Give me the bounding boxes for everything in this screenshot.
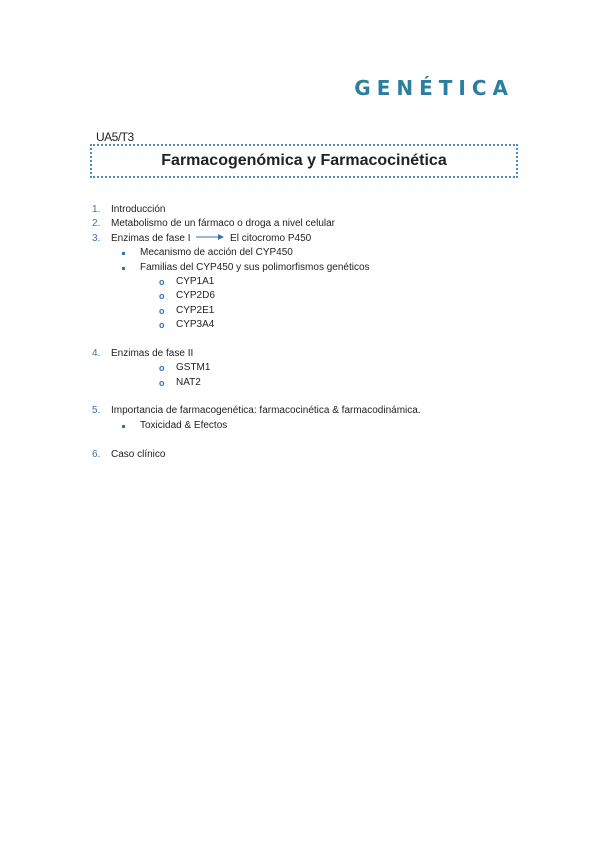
document-title-box [90, 144, 518, 178]
circle-bullet-icon: o [159, 291, 165, 302]
toc-subitem-text: Familias del CYP450 y sus polimorfismos genéticos [140, 261, 370, 273]
toc-subsubitem [92, 275, 532, 289]
toc-text: Enzimas de fase II [111, 347, 194, 359]
toc-text: Importancia de farmacogenética: farmacocinética & farmacodinámica. [111, 405, 421, 417]
toc-subsubitem [92, 289, 532, 303]
toc-arrow-target: El citocromo P450 [230, 232, 312, 244]
toc-subsubitem [92, 304, 532, 318]
unit-code: UA5/T3 [96, 130, 134, 144]
toc-number: 4. [92, 347, 101, 359]
toc-number: 6. [92, 448, 101, 460]
toc-text: Caso clínico [111, 448, 166, 460]
toc-text: Introducción [111, 204, 166, 215]
toc-item [92, 448, 532, 462]
toc-item [92, 203, 532, 217]
header-title: GENÉTICA [354, 76, 514, 100]
toc-subsubitem-text: CYP2E1 [176, 304, 215, 316]
toc-number: 5. [92, 405, 101, 417]
toc-subitem [92, 261, 532, 275]
toc-item [92, 232, 532, 246]
toc-number: 2. [92, 218, 101, 230]
toc-subsubitem-text: CYP2D6 [176, 290, 215, 302]
circle-bullet-icon: o [159, 363, 165, 374]
toc-subsubitem-text: CYP3A4 [176, 319, 215, 331]
square-bullet-icon [122, 425, 125, 428]
toc-subitem [92, 246, 532, 260]
document-title: Farmacogenómica y Farmacocinética [161, 152, 447, 169]
toc-subsubitem [92, 318, 532, 332]
toc-subitem-text: Mecanismo de acción del CYP450 [140, 247, 293, 259]
toc-item [92, 347, 532, 361]
toc-subitem-text: Toxicidad & Efectos [140, 419, 228, 431]
circle-bullet-icon: o [159, 305, 165, 316]
toc-subitem [92, 419, 532, 433]
arrow-right-icon [196, 234, 224, 240]
circle-bullet-icon: o [159, 276, 165, 287]
toc-subsubitem [92, 361, 532, 375]
toc-number: 3. [92, 232, 101, 244]
square-bullet-icon [122, 252, 125, 255]
toc-subsubitem-text: GSTM1 [176, 362, 211, 374]
toc-subsubitem [92, 376, 532, 390]
toc-item [92, 217, 532, 231]
toc-text: Metabolismo de un fármaco o droga a nivel celular [111, 218, 336, 230]
toc-subsubitem-text: NAT2 [176, 376, 201, 388]
toc-item [92, 404, 532, 418]
circle-bullet-icon: o [159, 377, 165, 388]
table-of-contents [92, 203, 532, 462]
toc-number: 1. [92, 204, 101, 215]
toc-subsubitem-text: CYP1A1 [176, 275, 215, 287]
square-bullet-icon [122, 267, 125, 270]
circle-bullet-icon: o [159, 320, 165, 331]
toc-text: Enzimas de fase I [111, 232, 191, 244]
